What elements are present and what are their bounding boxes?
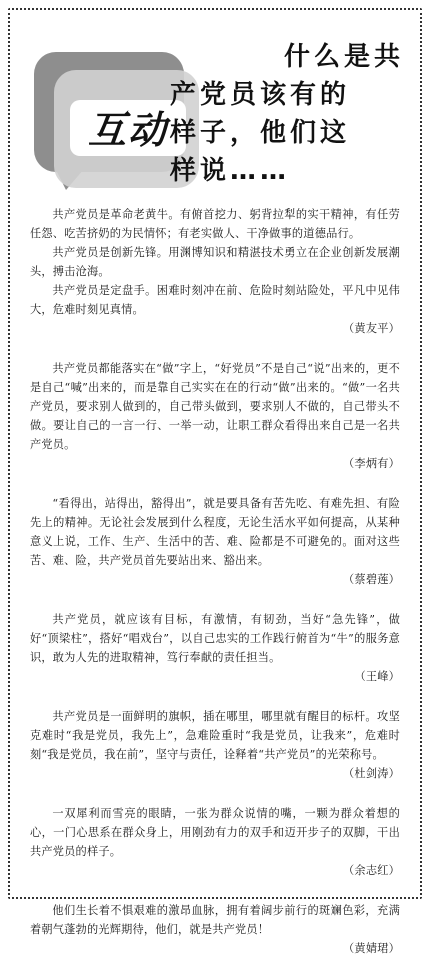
page-title (170, 38, 410, 190)
paragraph: 他们生长着不惧艰难的激昂血脉，拥有着阔步前行的斑斓色彩，充满着朝气蓬勃的光辉期待，他们，就是共产党员！ (30, 904, 400, 936)
author: （王峰） (354, 670, 400, 683)
paragraph: 一双犀利而雪亮的眼睛，一张为群众说情的嘴，一颗为群众着想的心，一门心思系在群众身上，用刚劲有力的双手和迈开步子的双脚，干出共产党员的样子。 (30, 807, 400, 858)
paragraph: “看得出，站得出，豁得出”，就是要具备有苦先吃、有难先担、有险先上的精神。无论社会发展到什么程度，无论生活水平如何提高，从某种意义上说，工作、生产、生活中的苦、难、险都是不可避免的。面对这些苦、难、险，共产党员首先要站出来、豁出来。 (30, 497, 400, 567)
paragraph: 共产党员是一面鲜明的旗帜，插在哪里，哪里就有醒目的标杆。攻坚克难时“我是党员，我先上”，急难险重时“我是党员，让我来”，危难时刻“我是党员，我在前”，坚守与责任，诠释着“共产党员”的光荣称号。 (30, 710, 400, 761)
title-line: 产党员该有的 (170, 80, 351, 110)
comment-section (30, 707, 400, 783)
paragraph: 共产党员，就应该有目标，有激情，有韧劲，当好“急先锋”，做好“顶梁柱”，搭好“唱戏台”，以自己忠实的工作践行俯首为“牛”的服务意识，敢为人先的进取精神，笃行奉献的责任担当。 (30, 613, 400, 664)
paragraph: 共产党员是创新先锋。用渊博知识和精湛技术勇立在企业创新发展潮头，搏击沧海。 (30, 246, 400, 278)
section-gap (30, 338, 400, 359)
section-gap (30, 473, 400, 494)
author: （黄婧珺） (343, 942, 400, 955)
comment-section (30, 359, 400, 473)
paragraph: 共产党员是定盘手。困难时刻冲在前、危险时刻站险处，平凡中见伟大，危难时刻见真情。 (30, 284, 400, 316)
title-line: 什么是共 (283, 42, 404, 72)
comment-section (30, 205, 400, 338)
section-gap (30, 589, 400, 610)
section-gap (30, 880, 400, 901)
author: （黄友平） (343, 322, 400, 335)
badge-label: 互动 (87, 108, 168, 152)
header (24, 30, 414, 200)
comment-section (30, 804, 400, 880)
title-line: 样子，他们这 (170, 118, 351, 148)
author: （余志红） (343, 864, 400, 877)
author: （蔡碧莲） (343, 573, 400, 586)
comment-section (30, 610, 400, 686)
section-gap (30, 783, 400, 804)
paragraph: 共产党员都能落实在“做”字上，“好党员”不是自己“说”出来的，更不是自己“喊”出来的，而是靠自己实实在在的行动“做”出来的。“做”一名共产党员，要求别人做到的，自己带头做到，要求别人不做的，自己带头不做。要让自己的一言一行、一举一动，让职工群众看得出来自己是一名共产党员。 (30, 362, 400, 451)
article-body (30, 205, 400, 958)
author: （杜剑涛） (343, 767, 400, 780)
paragraph: 共产党员是革命老黄牛。有俯首挖力、躬背拉犁的实干精神，有任劳任怨、吃苦挤奶的为民情怀；有老实做人、干净做事的道德品行。 (30, 208, 400, 240)
comment-section (30, 901, 400, 958)
section-gap (30, 686, 400, 707)
title-line: 样说…… (170, 156, 291, 186)
author: （李炳有） (343, 457, 400, 470)
comment-section (30, 494, 400, 589)
